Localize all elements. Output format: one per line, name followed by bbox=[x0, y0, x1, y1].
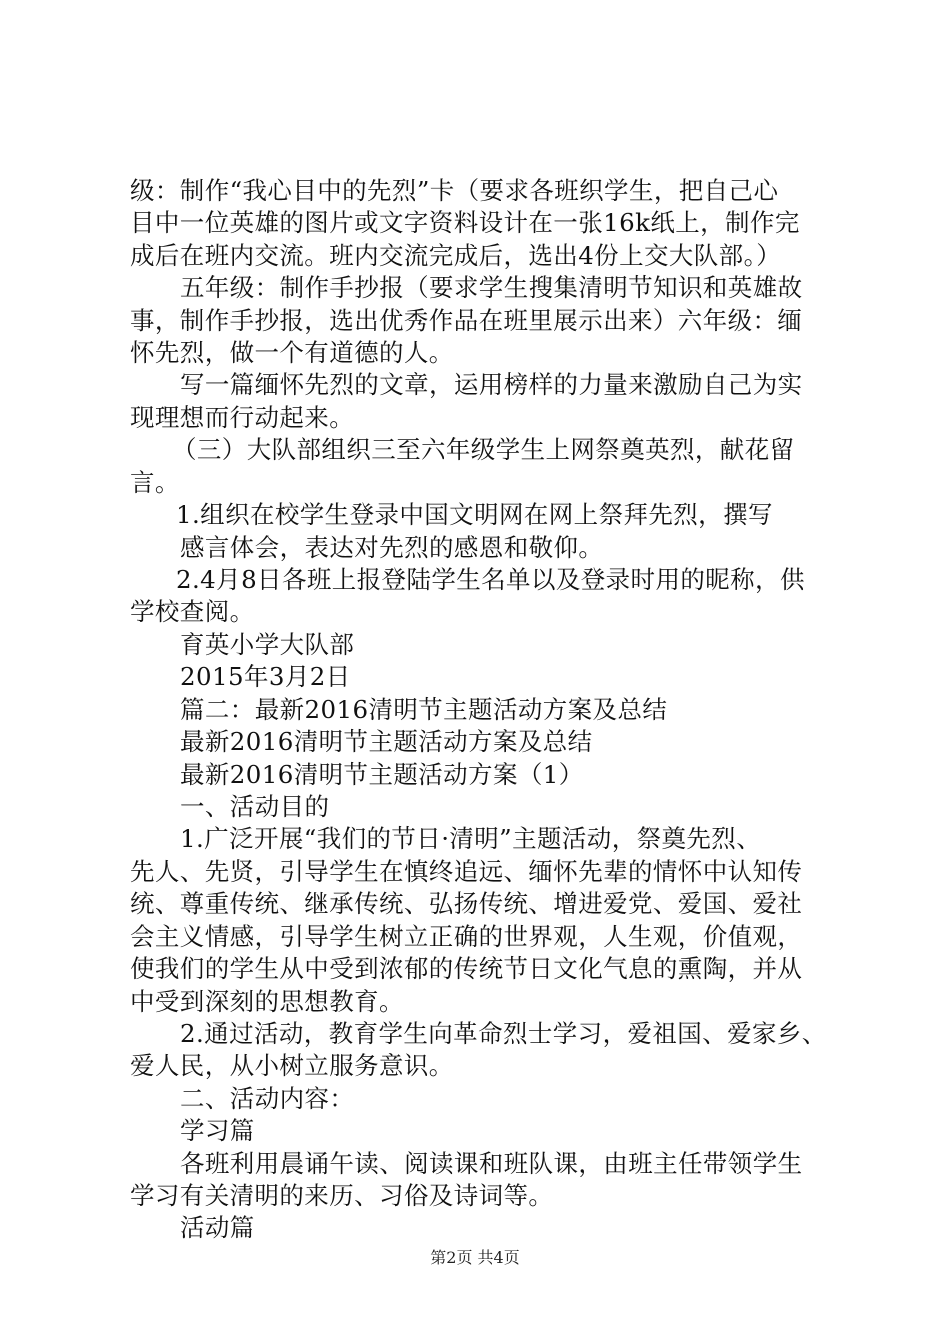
paragraph-line: 事，制作手抄报，选出优秀作品在班里展示出来）六年级：缅 bbox=[130, 306, 803, 335]
section-heading: 二、活动内容： bbox=[180, 1084, 355, 1113]
paragraph-line: 现理想而行动起来。 bbox=[130, 403, 355, 432]
paragraph-line: 感言体会，表达对先烈的感恩和敬仰。 bbox=[180, 533, 604, 562]
paragraph-line: 言。 bbox=[130, 468, 180, 497]
paragraph-line: 2.4月8日各班上报登陆学生名单以及登录时用的昵称，供 bbox=[176, 565, 805, 594]
paragraph-line: 目中一位英雄的图片或文字资料设计在一张16k纸上，制作完 bbox=[130, 208, 800, 237]
paragraph-line: 学校查阅。 bbox=[130, 597, 255, 626]
paragraph-line: 统、尊重传统、继承传统、弘扬传统、增进爱党、爱国、爱社 bbox=[130, 889, 803, 918]
section-heading: 学习篇 bbox=[180, 1116, 255, 1145]
paragraph-line: 中受到深刻的思想教育。 bbox=[130, 987, 404, 1016]
paragraph-line: 会主义情感，引导学生树立正确的世界观，人生观，价值观， bbox=[130, 922, 803, 951]
page-footer: 第2页 共4页 bbox=[430, 1248, 520, 1267]
paragraph-line: 写一篇缅怀先烈的文章，运用榜样的力量来激励自己为实 bbox=[180, 370, 803, 399]
paragraph-line: 使我们的学生从中受到浓郁的传统节日文化气息的熏陶，并从 bbox=[130, 954, 803, 983]
paragraph-line: 先人、先贤，引导学生在慎终追远、缅怀先辈的情怀中认知传 bbox=[130, 857, 803, 886]
section-heading: 最新2016清明节主题活动方案（1） bbox=[180, 760, 584, 789]
section-heading: 篇二：最新2016清明节主题活动方案及总结 bbox=[180, 695, 668, 724]
paragraph-line: 各班利用晨诵午读、阅读课和班队课，由班主任带领学生 bbox=[180, 1149, 803, 1178]
paragraph-line: 爱人民，从小树立服务意识。 bbox=[130, 1051, 454, 1080]
paragraph-line: 1.广泛开展“我们的节日·清明”主题活动，祭奠先烈、 bbox=[180, 824, 762, 853]
paragraph-line: 学习有关清明的来历、习俗及诗词等。 bbox=[130, 1181, 554, 1210]
section-heading: 最新2016清明节主题活动方案及总结 bbox=[180, 727, 593, 756]
paragraph-line: 2.通过活动，教育学生向革命烈士学习，爱祖国、爱家乡、 bbox=[180, 1019, 827, 1048]
paragraph-line: 成后在班内交流。班内交流完成后，选出4份上交大队部。） bbox=[130, 241, 782, 270]
paragraph-line: 1.组织在校学生登录中国文明网在网上祭拜先烈，撰写 bbox=[176, 500, 773, 529]
paragraph-line: 怀先烈，做一个有道德的人。 bbox=[130, 338, 454, 367]
paragraph-line: 五年级：制作手抄报（要求学生搜集清明节知识和英雄故 bbox=[180, 273, 803, 302]
section-heading: 活动篇 bbox=[180, 1213, 255, 1242]
signature-line: 育英小学大队部 bbox=[180, 630, 355, 659]
paragraph-line: （三）大队部组织三至六年级学生上网祭奠英烈，献花留 bbox=[172, 435, 795, 464]
date-line: 2015年3月2日 bbox=[180, 662, 351, 691]
section-heading: 一、活动目的 bbox=[180, 792, 330, 821]
paragraph-line: 级：制作“我心目中的先烈”卡（要求各班织学生，把自己心 bbox=[130, 176, 779, 205]
